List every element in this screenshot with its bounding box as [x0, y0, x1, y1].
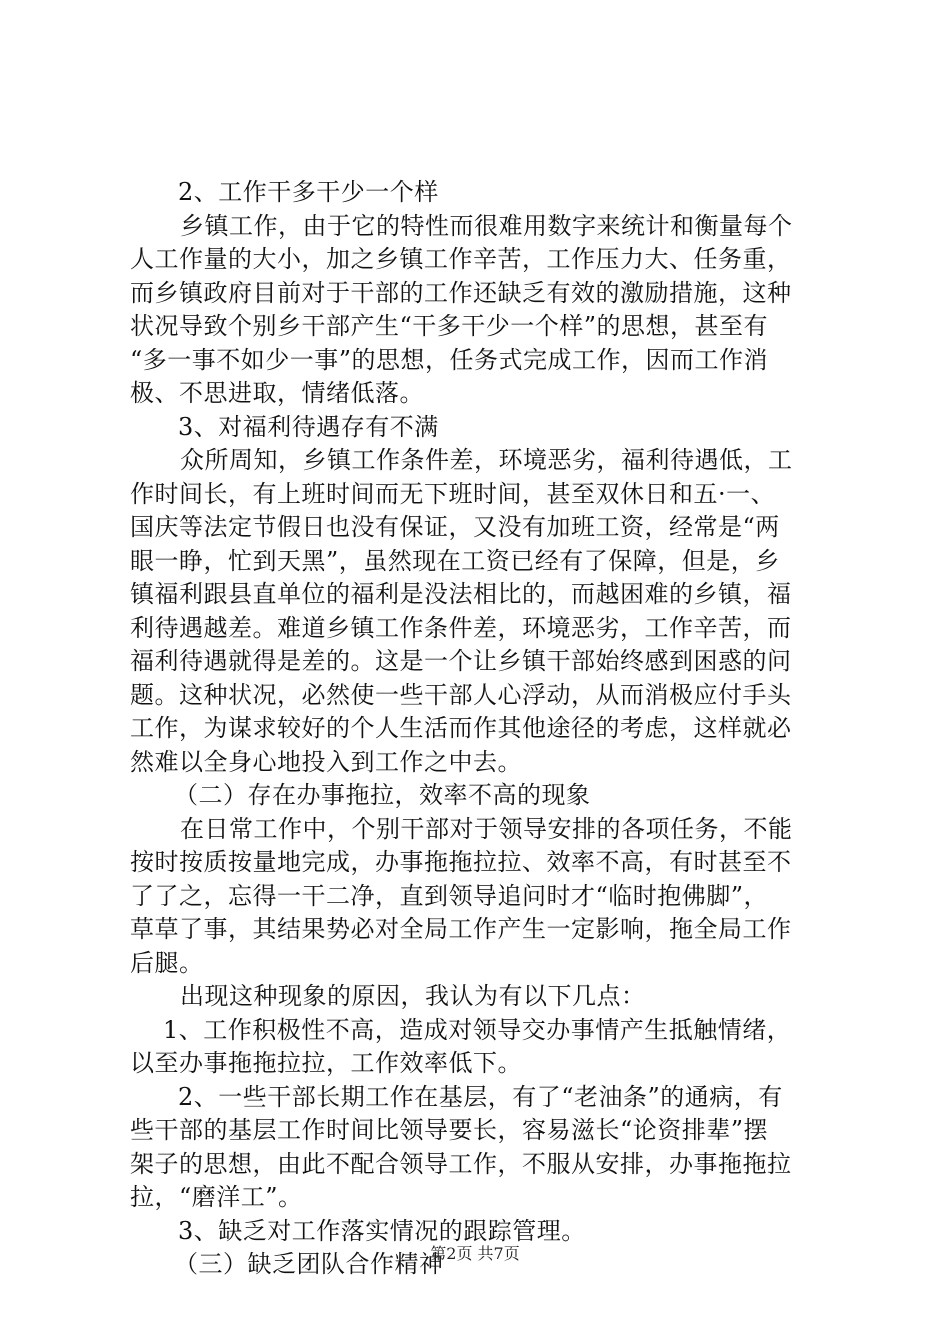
- paragraph-first-line: 在日常工作中，个别干部对于领导安排的各项任务，不能: [180, 814, 793, 843]
- paragraph-line: 工作，为谋求较好的个人生活而作其他途径的考虑，这样就必: [130, 714, 792, 742]
- paragraph-line: 极、不思进取，情绪低落。: [130, 379, 424, 407]
- paragraph-line: 福利待遇就得是差的。这是一个让乡镇干部始终感到困惑的问: [130, 647, 792, 675]
- subheading-line: 2、工作干多干少一个样: [178, 178, 439, 206]
- paragraph-line: 些干部的基层工作时间比领导要长，容易滋长“论资排辈”摆: [130, 1116, 769, 1144]
- list-item-first-line: 2、一些干部长期工作在基层，有了“老油条”的通病，有: [178, 1082, 783, 1111]
- paragraph-first-line: 乡镇工作，由于它的特性而很难用数字来统计和衡量每个: [180, 211, 793, 240]
- paragraph-line: 作时间长，有上班时间而无下班时间，甚至双休日和五·一、: [130, 479, 776, 508]
- list-item-first-line: 1、工作积极性不高，造成对领导交办事情产生抵触情绪，: [163, 1015, 792, 1044]
- paragraph-line: 而乡镇政府目前对于干部的工作还缺乏有效的激励措施，这种: [130, 278, 792, 307]
- document-body: [130, 176, 830, 1282]
- list-item-first-line: 3、缺乏对工作落实情况的跟踪管理。: [178, 1216, 586, 1245]
- section-heading-line: （三）缺乏团队合作精神: [174, 1250, 444, 1278]
- paragraph-line: 拉，“磨洋工”。: [130, 1183, 303, 1211]
- paragraph-line: 题。这种状况，必然使一些干部人心浮动，从而消极应付手头: [130, 680, 792, 709]
- paragraph-line: “多一事不如少一事”的思想，任务式完成工作，因而工作消: [130, 345, 769, 374]
- paragraph-line: 架子的思想，由此不配合领导工作，不服从安排，办事拖拖拉: [130, 1149, 792, 1178]
- paragraph-line: 人工作量的大小，加之乡镇工作辛苦，工作压力大、任务重，: [130, 245, 792, 273]
- paragraph-line: 国庆等法定节假日也没有保证，又没有加班工资，经常是“两: [130, 513, 780, 541]
- paragraph-line: 后腿。: [130, 948, 204, 977]
- paragraph-line: 按时按质按量地完成，办事拖拖拉拉、效率不高，有时甚至不: [130, 848, 792, 876]
- paragraph-line: 了了之，忘得一干二净，直到领导追问时才“临时抱佛脚”，: [130, 881, 769, 910]
- paragraph-line: 眼一睁，忙到天黑”，虽然现在工资已经有了保障，但是，乡: [130, 546, 780, 575]
- paragraph-line: 镇福利跟县直单位的福利是没法相比的，而越困难的乡镇，福: [130, 580, 792, 608]
- paragraph-first-line: 众所周知，乡镇工作条件差，环境恶劣，福利待遇低，工: [180, 446, 793, 474]
- paragraph-line: 状况导致个别乡干部产生“干多干少一个样”的思想，甚至有: [130, 312, 769, 340]
- paragraph-line: 以至办事拖拖拉拉，工作效率低下。: [130, 1049, 522, 1077]
- paragraph-first-line: 出现这种现象的原因，我认为有以下几点：: [180, 982, 646, 1010]
- page-number-footer: 第2页 共7页: [430, 1244, 520, 1263]
- subheading-line: 3、对福利待遇存有不满: [178, 412, 439, 441]
- section-heading-line: （二）存在办事拖拉，效率不高的现象: [174, 781, 591, 809]
- paragraph-line: 利待遇越差。难道乡镇工作条件差，环境恶劣，工作辛苦，而: [130, 613, 792, 642]
- paragraph-line: 草草了事，其结果势必对全局工作产生一定影响，拖全局工作: [130, 915, 792, 943]
- paragraph-line: 然难以全身心地投入到工作之中去。: [130, 747, 522, 776]
